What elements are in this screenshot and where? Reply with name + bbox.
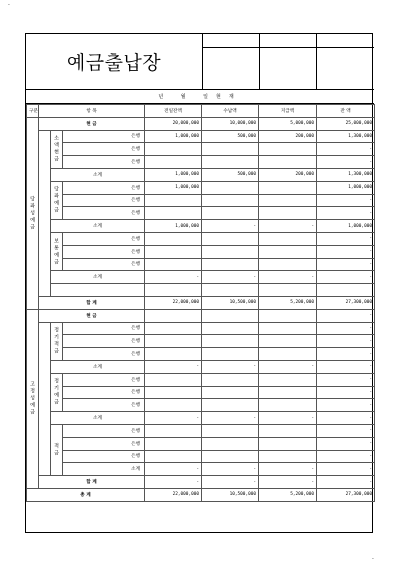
total-row: 합 계 - - - - — [27, 476, 375, 489]
ledger-table — [26, 104, 375, 502]
subgroup-6: 적금 — [51, 424, 63, 475]
corner-mark: · — [372, 556, 374, 563]
table-row: 은행 - — [27, 194, 375, 207]
table-row: 정기적금 은행 - — [27, 322, 375, 335]
approval-box-2[interactable] — [259, 34, 316, 89]
table-row: 적금 은행 - — [27, 424, 375, 437]
subtotal-row: 소계 1,000,000 500,000 200,000 1,300,000 — [27, 168, 375, 181]
table-row: 정기예금 은행 - — [27, 373, 375, 386]
table-row: 은행 - — [27, 348, 375, 361]
table-row: 은행 - — [27, 399, 375, 412]
subtotal-row: 소계 1,000,000 - - 1,000,000 — [27, 220, 375, 233]
subgroup-1: 소액현금 — [51, 130, 63, 168]
row-label: 현 금 — [39, 117, 145, 130]
table-row: 고정성예금 현 금 - — [27, 309, 375, 322]
subtotal-row: 소계 - - - - — [27, 271, 375, 284]
subtotal-row: 소계 - - - - — [27, 360, 375, 373]
table-row: 당좌예금 은행 1,000,000 1,000,000 — [27, 181, 375, 194]
header-prev: 전일잔액 — [145, 105, 202, 118]
subgroup-2: 당좌예금 — [51, 181, 63, 219]
table-row: 은행 - — [27, 437, 375, 450]
title-area — [26, 34, 374, 90]
filler-row — [27, 284, 375, 297]
grand-total-row: 총 계 22,000,000 10,500,000 5,200,000 27,300,000 — [27, 488, 375, 501]
subtotal-row: 소계 - - - - — [27, 463, 375, 476]
table-row: 은행 - — [27, 143, 375, 156]
table-row: 은행 - — [27, 245, 375, 258]
approval-box-1[interactable] — [202, 34, 259, 89]
table-row: 은행 - — [27, 156, 375, 169]
group-current: 당좌성예금 — [27, 117, 39, 309]
header-bal: 잔 액 — [317, 105, 375, 118]
subtotal-row: 소계 - - - - — [27, 412, 375, 425]
header-row — [27, 105, 375, 118]
page-title: 예금출납장 — [66, 52, 162, 74]
header-kind: 구분 — [27, 105, 39, 118]
table-row: 소액현금 은행 1,000,000 500,000 200,000 1,300,000 — [27, 130, 375, 143]
header-out: 지급액 — [259, 105, 317, 118]
subgroup-4: 정기적금 — [51, 322, 63, 360]
ledger-sheet — [25, 33, 373, 533]
table-row: 은행 - — [27, 258, 375, 271]
table-row: 은행 - — [27, 450, 375, 463]
corner-mark: · — [8, 2, 10, 9]
approval-box-3[interactable] — [316, 34, 374, 89]
total-row: 합 계 22,000,000 10,500,000 5,200,000 27,300,000 — [27, 296, 375, 309]
subgroup-5: 정기예금 — [51, 373, 63, 411]
table-row: 은행 - — [27, 207, 375, 220]
table-row: 보통예금 은행 - — [27, 232, 375, 245]
table-row: 은행 - — [27, 335, 375, 348]
header-in: 수납액 — [202, 105, 259, 118]
table-row: 당좌성예금 현 금 20,000,000 10,000,000 5,000,000 25,000,000 — [27, 117, 375, 130]
date-line: 년 월 일현재 — [26, 90, 374, 104]
group-fixed: 고정성예금 — [27, 309, 39, 488]
subgroup-3: 보통예금 — [51, 232, 63, 270]
header-item: 항 목 — [39, 105, 145, 118]
table-row: 은행 - — [27, 386, 375, 399]
